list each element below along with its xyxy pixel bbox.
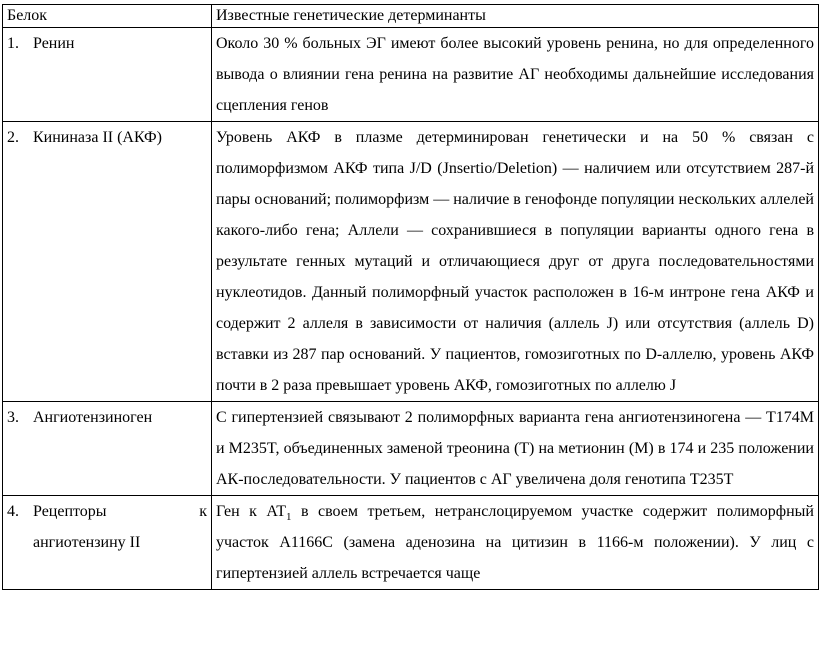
description-text-end: в своем третьем, нетранслоцируемом участке содержит полиморфный участок A1166C (замена аденозина на цитизин в 1166-м положении). У лиц с гипертензией аллель встречается чаще (216, 503, 814, 582)
protein-cell (3, 496, 212, 590)
table-row (3, 402, 819, 496)
row-number: 1. (7, 35, 19, 52)
row-number: 4. (7, 503, 19, 520)
table-row (3, 496, 819, 590)
description-text-start: Ген к AT (216, 503, 286, 520)
header-protein: Белок (3, 5, 212, 28)
protein-cell (3, 122, 212, 402)
gene-determinants-table (2, 4, 819, 590)
table-row (3, 28, 819, 122)
row-number: 2. (7, 129, 19, 146)
description-cell: Уровень АКФ в плазме детерминирован генетически и на 50 % связан с полиморфизмом АКФ типа J/D (Jnsertio/Deletion) — наличием или отсутствием 287-й пары оснований; полиморфизм — наличие в генофонде популяции нескольких аллелей какого-либо гена; Аллели — сохранившиеся в популяции варианты одного гена в результате генных мутаций и отличающиеся друг от друга последовательностями нуклеотидов. Данный полиморфный участок расположен в 16-м интроне гена АКФ и содержит 2 аллеля в зависимости от наличия (аллель J) или отсутствия (аллель D) вставки из 287 пар оснований. У пациентов, гомозиготных по D-аллелю, уровень АКФ почти в 2 раза превышает уровень АКФ, гомозиготных по аллелю J (212, 122, 819, 402)
protein-name: Ренин (33, 35, 75, 52)
header-determinants: Известные генетические детерминанты (212, 5, 819, 28)
description-cell: Около 30 % больных ЭГ имеют более высокий уровень ренина, но для определенного вывода о влиянии гена ренина на развитие АГ необходимы дальнейшие исследования сцепления генов (212, 28, 819, 122)
protein-name: Рецепторы к ангиотензину II (33, 503, 207, 551)
subscript-index: 1 (285, 511, 292, 524)
description-cell (212, 496, 819, 590)
protein-cell (3, 28, 212, 122)
protein-name: Ангиотензиноген (33, 409, 153, 426)
table-header-row (3, 5, 819, 28)
protein-cell (3, 402, 212, 496)
protein-name: Кининаза II (АКФ) (33, 129, 162, 146)
row-number: 3. (7, 409, 19, 426)
table-row (3, 122, 819, 402)
description-cell: С гипертензией связывают 2 полиморфных варианта гена ангиотензиногена — T174M и M235T, объединенных заменой треонина (T) на метионин (M) в 174 и 235 положении АК-последовательности. У пациентов с АГ увеличена доля генотипа T235T (212, 402, 819, 496)
